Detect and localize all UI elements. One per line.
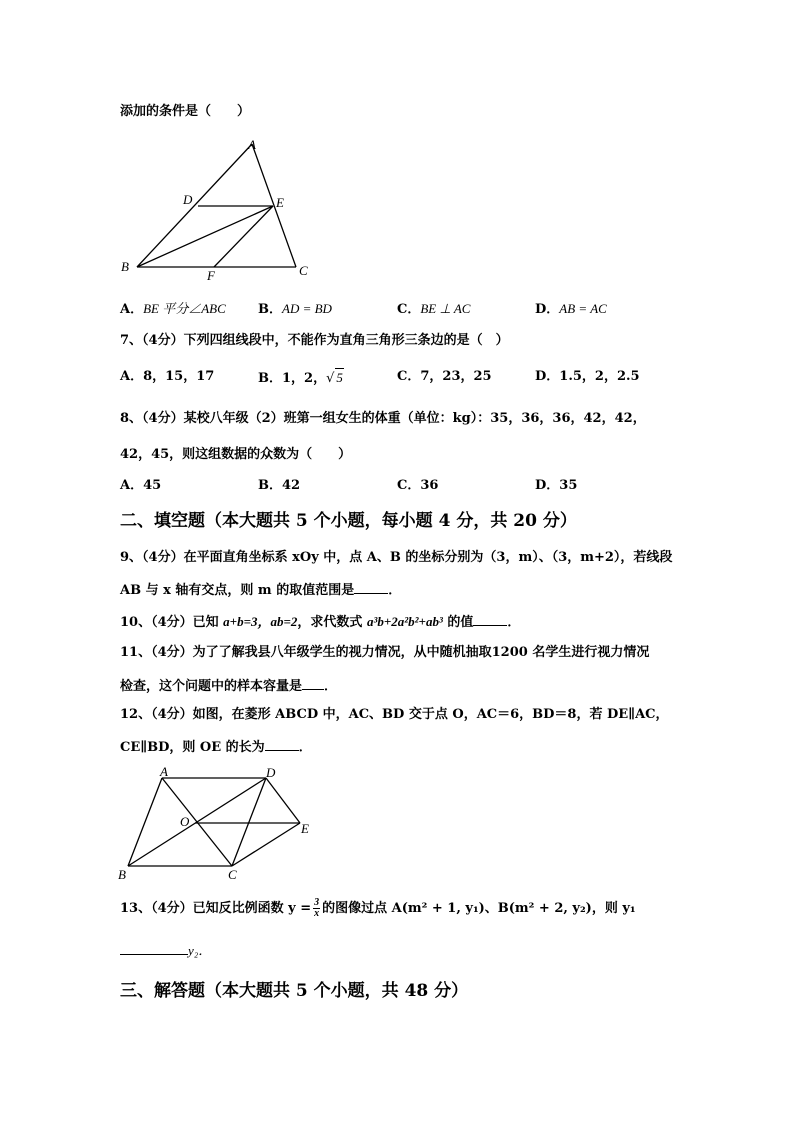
q9-line2: AB 与 x 轴有交点，则 m 的取值范围是 ． [120, 580, 401, 600]
label-e: E [301, 821, 309, 836]
q7-option-b: B．1，2，√ 5 [258, 370, 343, 386]
q6-option-c: C．BE ⊥ AC [397, 301, 471, 317]
label-d: D [266, 765, 276, 780]
answer-blank [473, 612, 507, 626]
q11-line2: 检查，这个问题中的样本容量是 ． [120, 676, 337, 696]
q7-option-d: D．1.5，2，2.5 [535, 369, 640, 384]
q8-option-d: D．35 [535, 478, 578, 493]
label-d: D [183, 192, 193, 207]
label-f: F [207, 268, 215, 283]
section-2-heading: 二、填空题（本大题共 5 个小题，每小题 4 分，共 20 分） [120, 511, 577, 531]
label-a: A [160, 764, 168, 779]
q7-option-c: C．7，23，25 [397, 369, 492, 384]
label-e: E [276, 195, 284, 210]
answer-blank [120, 941, 188, 955]
q9-line1: 9、（4分）在平面直角坐标系 xOy 中，点 A、B 的坐标分别为（3，m）、（3，m+2），若线段 [120, 550, 673, 565]
q7-option-a: A．8，15，17 [120, 369, 215, 384]
q12-line2: CE∥BD，则 OE 的长为 ． [120, 737, 312, 757]
q10: 10、（4分）已知 a+b=3，ab=2，求代数式 a³b+2a²b²+ab³ 的值 ． [120, 614, 521, 630]
section-3-heading: 三、解答题（本大题共 5 个小题，共 48 分） [120, 981, 469, 1001]
figure-triangle-abc [115, 136, 315, 286]
q8-option-b: B．42 [258, 478, 301, 493]
sqrt-radicand: 5 [336, 370, 343, 385]
q11-line1: 11、（4分）为了了解我县八年级学生的视力情况，从中随机抽取1200 名学生进行视力情况 [120, 645, 650, 660]
q8-stem-line1: 8、（4分）某校八年级（2）班第一组女生的体重（单位：kg）：35，36，36，42，42， [120, 411, 646, 426]
answer-blank [354, 580, 388, 594]
q13-line1: 13、（4分）已知反比例函数 y = $\frac{3}{x}$ 的图像过点 A(m² + 1, y₁)、B(m² + 2, y₂)，则 y₁ [120, 897, 636, 919]
fraction-3-over-x: $\frac{3}{x}$ [314, 897, 320, 919]
q12-line1: 12、（4分）如图，在菱形 ABCD 中，AC、BD 交于点 O，AC＝6，BD＝8，若 DE∥AC， [120, 707, 669, 722]
q8-option-a: A．45 [120, 478, 162, 493]
q8-option-c: C．36 [397, 478, 439, 493]
figure-rhombus-abcd [112, 762, 322, 882]
label-c: C [299, 263, 308, 278]
answer-blank [265, 737, 299, 751]
q7-stem: 7、（4分）下列四组线段中，不能作为直角三角形三条边的是（ ） [120, 333, 509, 348]
q6-option-a: A．BE 平分∠ABC [120, 301, 226, 317]
label-b: B [118, 867, 126, 882]
q6-option-b: B．AD = BD [258, 301, 332, 317]
label-c: C [228, 867, 237, 882]
q6-option-d: D．AB = AC [535, 301, 607, 317]
label-b: B [121, 259, 129, 274]
q8-stem-line2: 42，45，则这组数据的众数为（ ） [120, 447, 352, 462]
label-o: O [180, 814, 190, 829]
q13-line2: y₂． [120, 941, 211, 961]
answer-blank [302, 676, 324, 690]
label-a: A [248, 137, 256, 152]
q6-stem-tail: 添加的条件是（ ） [120, 104, 251, 119]
